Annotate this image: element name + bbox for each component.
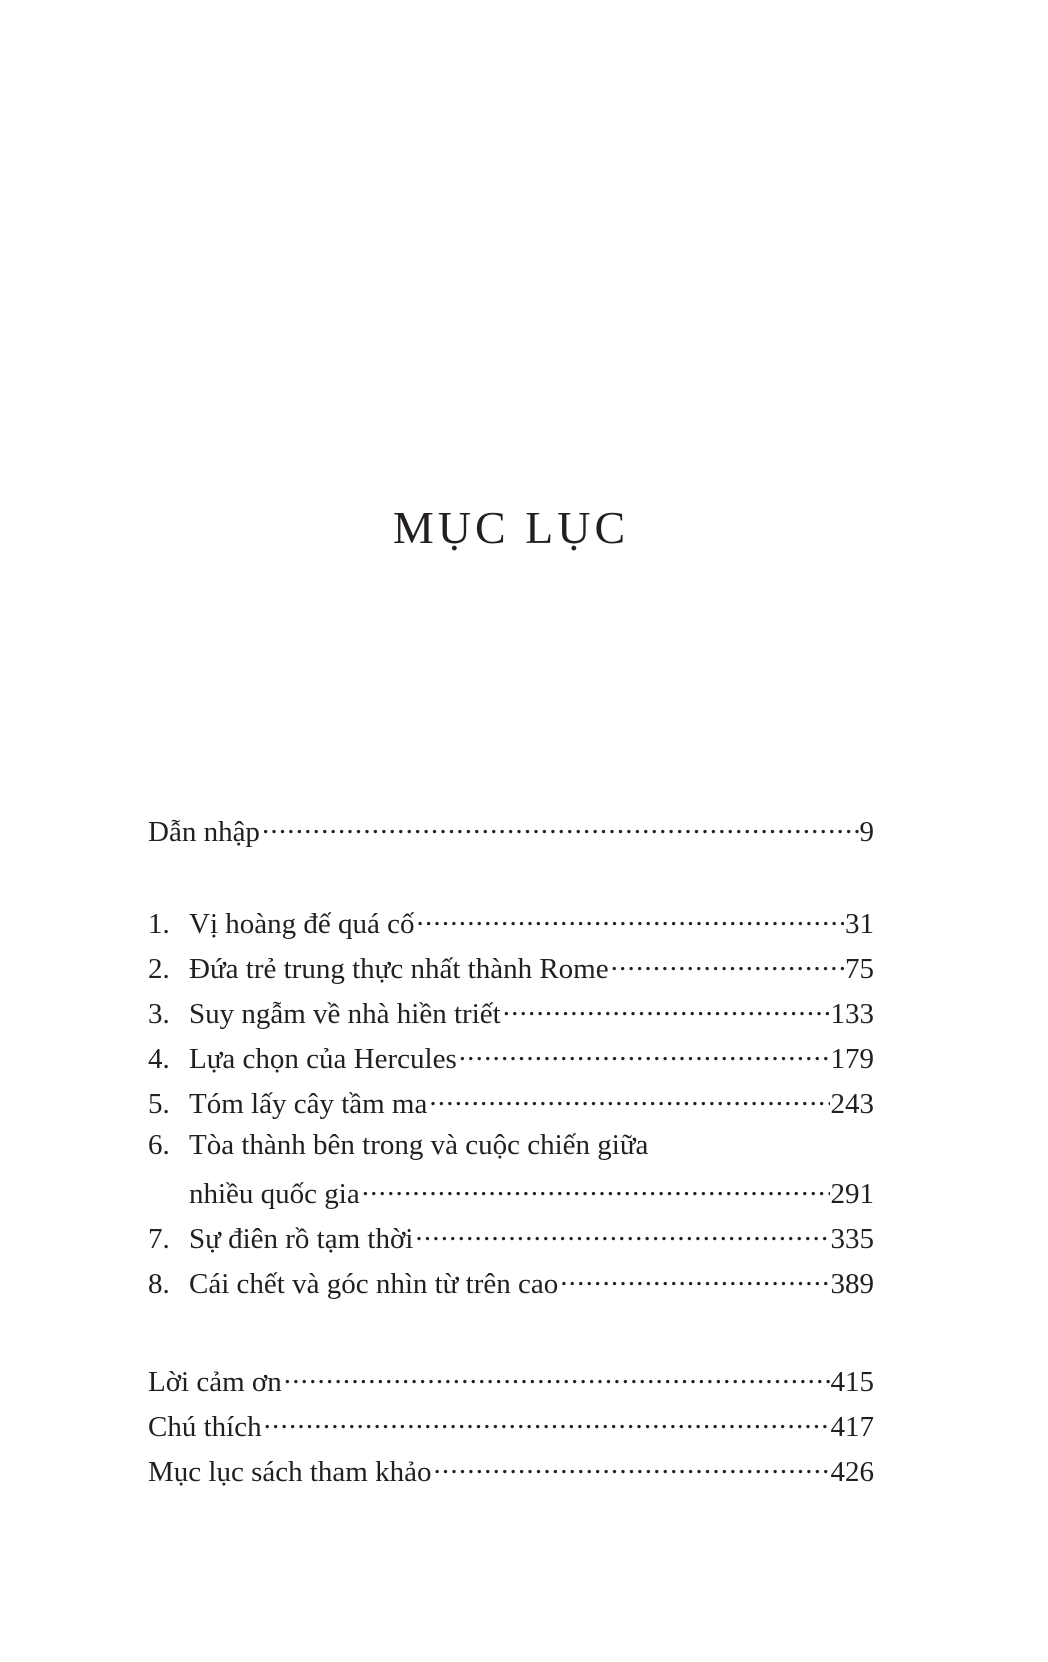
- toc-entry-page: 426: [830, 1456, 874, 1488]
- chapter-number: 7.: [148, 1223, 170, 1255]
- toc-entry-label: Sự điên rồ tạm thời: [189, 1223, 414, 1255]
- toc-entry-chapter-4[interactable]: [148, 1039, 874, 1084]
- toc-entry-label: Suy ngẫm về nhà hiền triết: [189, 998, 501, 1030]
- dot-leader: [417, 904, 845, 933]
- toc-entry-label: Cái chết và góc nhìn từ trên cao: [189, 1268, 559, 1300]
- chapter-number: 3.: [148, 998, 170, 1030]
- toc-entry-page: 179: [830, 1043, 874, 1075]
- toc-entry-chapter-2[interactable]: [148, 949, 874, 994]
- dot-leader: [415, 1219, 829, 1248]
- dot-leader: [262, 812, 859, 841]
- dot-leader: [433, 1452, 829, 1481]
- chapter-number: 6.: [148, 1129, 170, 1161]
- toc-entry-label: Mục lục sách tham khảo: [148, 1456, 432, 1488]
- chapter-number: 8.: [148, 1268, 170, 1300]
- toc-entry-notes[interactable]: [148, 1407, 874, 1452]
- dot-leader: [362, 1174, 830, 1203]
- page-title: MỤC LỤC: [392, 502, 630, 553]
- chapter-number: 4.: [148, 1043, 170, 1075]
- toc-entry-label: Tóm lấy cây tầm ma: [189, 1088, 428, 1120]
- dot-leader: [459, 1039, 830, 1068]
- toc-entry-page: 417: [830, 1411, 874, 1443]
- dot-leader: [264, 1407, 830, 1436]
- toc-entry-chapter-6-line2[interactable]: [148, 1174, 874, 1219]
- toc-entry-chapter-3[interactable]: [148, 994, 874, 1039]
- toc-entry-page: 291: [830, 1178, 874, 1210]
- dot-leader: [284, 1362, 830, 1391]
- toc-entry-chapter-1[interactable]: [148, 904, 874, 949]
- toc-entry-chapter-6-line1[interactable]: [148, 1129, 874, 1174]
- toc-entry-label: Lời cảm ơn: [148, 1366, 282, 1398]
- toc-entry-label: Lựa chọn của Hercules: [189, 1043, 457, 1075]
- toc-entry-page: 243: [830, 1088, 874, 1120]
- dot-leader: [429, 1084, 829, 1113]
- toc-entry-page: 335: [830, 1223, 874, 1255]
- chapter-number: 1.: [148, 908, 170, 940]
- toc-entry-page: 9: [859, 816, 874, 848]
- toc-entry-label: Vị hoàng đế quá cố: [189, 908, 415, 940]
- chapter-number: 2.: [148, 953, 170, 985]
- toc-entry-page: 415: [830, 1366, 874, 1398]
- dot-leader: [611, 949, 844, 978]
- toc-entry-bibliography[interactable]: [148, 1452, 874, 1497]
- toc-entry-label: Dẫn nhập: [148, 816, 260, 848]
- toc-entry-acknowledgements[interactable]: [148, 1362, 874, 1407]
- toc-entry-chapter-7[interactable]: [148, 1219, 874, 1264]
- dot-leader: [503, 994, 830, 1023]
- toc-entry-page: 389: [830, 1268, 874, 1300]
- toc-entry-chapter-5[interactable]: [148, 1084, 874, 1129]
- toc-entry-page: 31: [845, 908, 874, 940]
- toc-entry-page: 75: [845, 953, 874, 985]
- toc-entry-page: 133: [830, 998, 874, 1030]
- toc-entry-label: Đứa trẻ trung thực nhất thành Rome: [189, 953, 609, 985]
- toc-entry-label: nhiều quốc gia: [189, 1178, 360, 1210]
- dot-leader: [560, 1264, 829, 1293]
- toc-entry-label: Chú thích: [148, 1411, 262, 1443]
- chapter-number: 5.: [148, 1088, 170, 1120]
- toc-entry-introduction[interactable]: [148, 812, 874, 857]
- toc-entry-label: Tòa thành bên trong và cuộc chiến giữa: [189, 1129, 649, 1161]
- toc-entry-chapter-8[interactable]: [148, 1264, 874, 1309]
